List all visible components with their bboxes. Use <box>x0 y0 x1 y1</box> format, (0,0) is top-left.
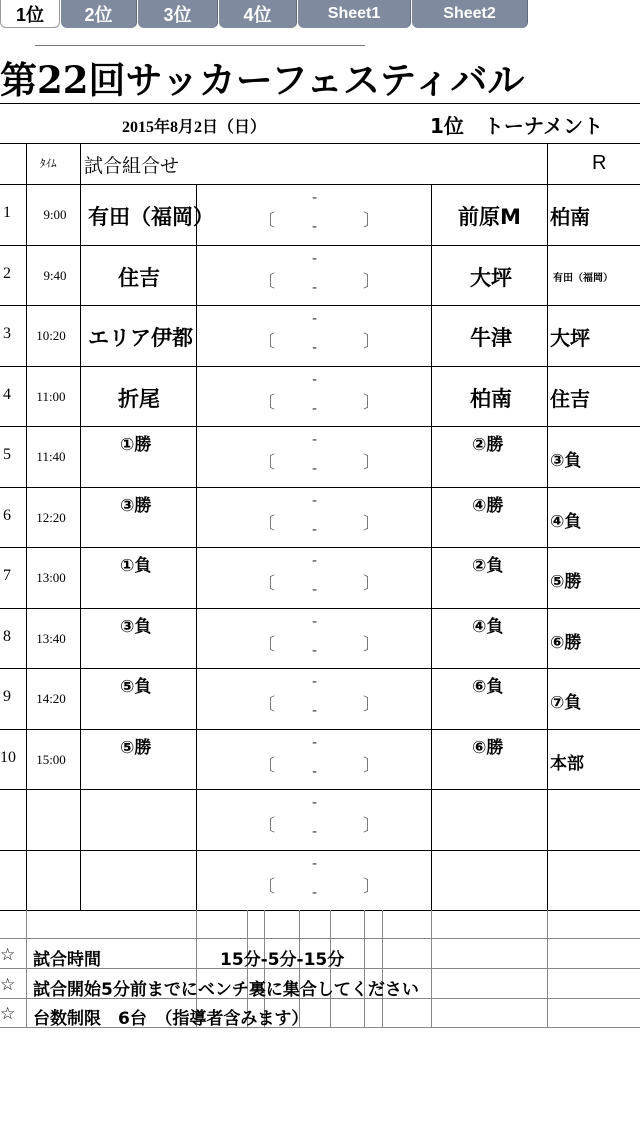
header-referee: R <box>592 152 607 174</box>
header-match: 試合組合せ <box>84 155 180 177</box>
score-open-bracket: 〔 <box>258 513 275 534</box>
score-separator: - <box>312 340 318 356</box>
grid-line <box>431 910 432 1027</box>
note-car-limit: 台数制限 6台 （指導者含みます） <box>33 1009 309 1029</box>
score-open-bracket: 〔 <box>258 453 275 473</box>
tab-2nd-place[interactable]: 2位 <box>61 0 137 28</box>
match-number: 5 <box>3 446 11 463</box>
header-time: ﾀｲﾑ <box>40 157 57 170</box>
tab-sheet2[interactable]: Sheet2 <box>412 0 528 28</box>
match-time: 10:20 <box>36 328 66 343</box>
away-team: 前原M <box>458 205 521 229</box>
match-number: 9 <box>3 688 11 705</box>
score-separator: - <box>312 190 318 206</box>
match-time: 9:00 <box>43 207 67 222</box>
away-team: 牛津 <box>470 326 512 350</box>
score-open-bracket: 〔 <box>258 755 275 776</box>
home-team: 住吉 <box>118 265 160 290</box>
match-time: 11:00 <box>36 388 66 404</box>
home-team: 折尾 <box>118 386 160 411</box>
note-match-time: 試合時間 15分-5分-15分 <box>33 950 345 970</box>
tab-4th-place[interactable]: 4位 <box>219 0 297 28</box>
score-separator: - <box>312 674 318 690</box>
referee-team: 柏南 <box>550 205 590 229</box>
referee-team: 住吉 <box>550 386 590 411</box>
home-team: ①負 <box>120 556 152 576</box>
score-close-bracket: 〕 <box>363 392 380 413</box>
score-open-bracket: 〔 <box>258 695 275 715</box>
match-time: 15:00 <box>36 751 66 767</box>
score-open-bracket: 〔 <box>258 876 275 897</box>
match-number: 7 <box>3 567 11 584</box>
score-separator: - <box>312 824 318 840</box>
match-time: 11:40 <box>36 449 66 464</box>
score-separator: - <box>312 492 318 509</box>
home-team: ③勝 <box>120 495 152 516</box>
match-time: 13:00 <box>36 570 66 585</box>
referee-team: ⑥勝 <box>550 632 582 653</box>
title-divider <box>35 45 365 46</box>
score-separator: - <box>312 250 318 267</box>
score-separator: - <box>312 279 318 296</box>
score-close-bracket: 〕 <box>363 634 380 655</box>
match-number: 8 <box>3 627 11 645</box>
score-close-bracket: 〕 <box>363 211 380 231</box>
score-separator: - <box>312 311 318 327</box>
score-close-bracket: 〕 <box>363 574 380 594</box>
score-separator: - <box>312 734 318 751</box>
score-close-bracket: 〕 <box>363 453 380 473</box>
referee-team: ⑦負 <box>550 693 582 713</box>
score-separator: - <box>312 371 318 388</box>
match-number: 10 <box>0 748 16 766</box>
score-separator: - <box>312 884 318 901</box>
match-number: 2 <box>3 264 11 282</box>
score-separator: - <box>312 703 318 719</box>
grid-line <box>0 366 640 367</box>
referee-team: 有田（福岡） <box>553 272 613 284</box>
score-close-bracket: 〕 <box>363 755 380 776</box>
score-separator: - <box>312 613 318 630</box>
referee-team: 本部 <box>550 753 584 774</box>
tab-3rd-place[interactable]: 3位 <box>138 0 218 28</box>
score-separator: - <box>312 432 318 448</box>
score-separator: - <box>312 642 318 659</box>
score-separator: - <box>312 855 318 872</box>
match-number: 6 <box>3 506 11 524</box>
grid-line <box>0 103 640 104</box>
referee-team: ④負 <box>550 511 582 532</box>
score-open-bracket: 〔 <box>258 211 275 231</box>
home-team: ⑤勝 <box>120 737 152 758</box>
referee-team: ③負 <box>550 451 582 471</box>
tab-1st-place[interactable]: 1位 <box>0 0 60 28</box>
score-open-bracket: 〔 <box>258 816 275 836</box>
grid-line <box>0 547 640 548</box>
grid-line <box>0 184 640 185</box>
match-number: 3 <box>3 325 11 342</box>
away-team: ④勝 <box>472 495 504 516</box>
away-team: ④負 <box>472 616 504 637</box>
grid-line <box>547 143 548 910</box>
event-date: 2015年8月2日（日） <box>122 119 267 136</box>
grid-line <box>364 910 365 1027</box>
away-team: ②負 <box>472 556 504 576</box>
bracket-title: 1位 トーナメント <box>430 114 604 138</box>
match-number: 4 <box>3 385 11 403</box>
score-separator: - <box>312 461 318 477</box>
grid-line <box>0 245 640 246</box>
score-close-bracket: 〕 <box>363 271 380 292</box>
note-assembly: 試合開始5分前までにベンチ裏に集合してください <box>33 980 419 1000</box>
sheet-tab-bar <box>0 0 640 28</box>
score-close-bracket: 〕 <box>363 876 380 897</box>
score-close-bracket: 〕 <box>363 332 380 352</box>
home-team: ⑤負 <box>120 677 152 697</box>
grid-line <box>196 184 197 910</box>
home-team: 有田（福岡） <box>88 205 214 229</box>
grid-line <box>431 184 432 910</box>
note-star: ☆ <box>0 975 16 995</box>
score-close-bracket: 〕 <box>363 816 380 836</box>
score-open-bracket: 〔 <box>258 574 275 594</box>
grid-line <box>0 487 640 488</box>
home-team: エリア伊都 <box>88 326 193 350</box>
grid-line <box>0 910 640 911</box>
grid-line <box>0 789 640 790</box>
match-time: 9:40 <box>43 267 67 283</box>
referee-team: 大坪 <box>550 326 590 350</box>
grid-line <box>80 143 81 910</box>
grid-line <box>26 910 27 1027</box>
grid-line <box>0 143 640 144</box>
grid-line <box>0 850 640 851</box>
grid-line <box>382 910 383 1027</box>
score-separator: - <box>312 521 318 538</box>
score-separator: - <box>312 553 318 569</box>
note-star: ☆ <box>0 1004 16 1024</box>
match-time: 14:20 <box>36 691 66 706</box>
score-open-bracket: 〔 <box>258 392 275 413</box>
tab-sheet1[interactable]: Sheet1 <box>298 0 411 28</box>
score-separator: - <box>312 582 318 598</box>
grid-line <box>0 729 640 730</box>
page-title: 第22回サッカーフェスティバル <box>0 58 525 102</box>
away-team: ⑥勝 <box>472 737 504 758</box>
note-star: ☆ <box>0 945 16 965</box>
match-time: 12:20 <box>36 509 66 525</box>
score-separator: - <box>312 795 318 811</box>
score-open-bracket: 〔 <box>258 271 275 292</box>
away-team: 柏南 <box>470 386 512 411</box>
score-separator: - <box>312 763 318 780</box>
score-close-bracket: 〕 <box>363 695 380 715</box>
grid-line <box>0 668 640 669</box>
grid-line <box>26 143 27 910</box>
score-separator: - <box>312 400 318 417</box>
away-team: 大坪 <box>470 265 512 290</box>
grid-line <box>0 608 640 609</box>
score-separator: - <box>312 219 318 235</box>
grid-line <box>0 305 640 306</box>
referee-team: ⑤勝 <box>550 572 582 592</box>
match-time: 13:40 <box>36 630 66 646</box>
home-team: ③負 <box>120 616 152 637</box>
home-team: ①勝 <box>120 435 152 455</box>
grid-line <box>547 910 548 1027</box>
grid-line <box>0 426 640 427</box>
grid-line <box>0 938 640 939</box>
away-team: ②勝 <box>472 435 504 455</box>
away-team: ⑥負 <box>472 677 504 697</box>
score-open-bracket: 〔 <box>258 634 275 655</box>
match-number: 1 <box>3 204 11 221</box>
score-open-bracket: 〔 <box>258 332 275 352</box>
score-close-bracket: 〕 <box>363 513 380 534</box>
